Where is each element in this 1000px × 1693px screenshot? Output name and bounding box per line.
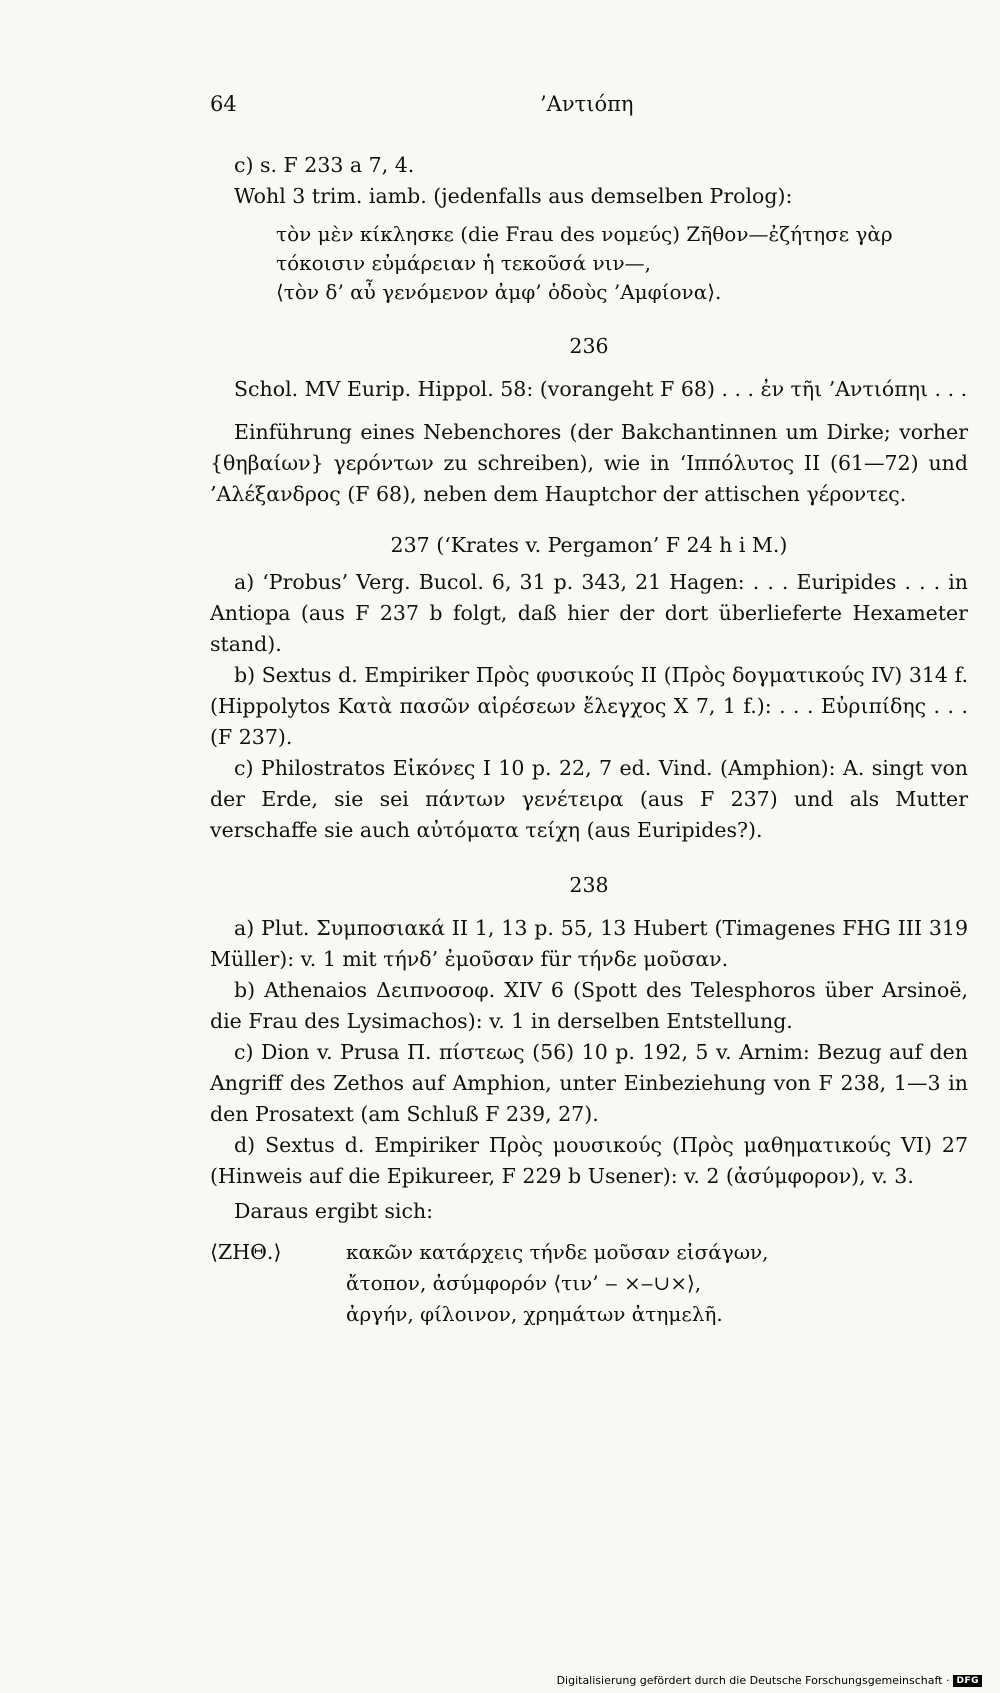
digitization-footer: [557, 1674, 982, 1687]
footer-credit: Digitalisierung gefördert durch die Deutsche Forschungsgemeinschaft ·: [556, 1674, 950, 1687]
verse-line-1: κακῶν κατάρχεις τήνδε μοῦσαν εἰσάγων,: [346, 1240, 769, 1264]
note-wohl: Wohl 3 trim. iamb. (jedenfalls aus demselben Prolog):: [234, 184, 793, 208]
speaker-label: ⟨ΖΗΘ.⟩: [210, 1240, 282, 1264]
verse-lines: [346, 1237, 769, 1330]
fragment-number-238: 238: [569, 873, 609, 897]
reconstructed-verse: [210, 1237, 968, 1333]
greek-quotation: [276, 220, 968, 307]
source-237-b: b) Sextus d. Empiriker Πρὸς φυσικούς II (Πρὸς δογματικούς IV) 314 f. (Hippolytos Κατὰ πασῶν αἱρέσεων ἔλεγχος X 7, 1 f.): . . . Εὐριπίδης . . . (F 237).: [210, 663, 968, 749]
greek-line-1: τὸν μὲν κίκλησκε (die Frau des νομεύς) Ζῆθον—ἐζήτησε γὰρ: [276, 222, 893, 246]
page-body: [210, 150, 968, 1333]
dfg-logo: DFG: [953, 1675, 982, 1687]
source-237-a: a) ‘Probus’ Verg. Bucol. 6, 31 p. 343, 21 Hagen: . . . Euripides . . . in Antiopa (aus F 237 b folgt, daß hier der dort überlieferte Hexameter stand).: [210, 570, 968, 656]
source-238-a: a) Plut. Συμποσιακά II 1, 13 p. 55, 13 Hubert (Timagenes FHG III 319 Müller): v. 1 mit τήνδ’ ἐμοῦσαν für τήνδε μοῦσαν.: [210, 916, 968, 971]
source-238-b: b) Athenaios Δειπνοσοφ. XIV 6 (Spott des Telesphoros über Arsinoë, die Frau des Lysimachos): v. 1 in derselben Entstellung.: [210, 978, 968, 1033]
source-238-d: d) Sextus d. Empiriker Πρὸς μουσικούς (Πρὸς μαθηματικούς VI) 27 (Hinweis auf die Epikureer, F 229 b Usener): v. 2 (ἀσύμφορον), v. 3.: [210, 1133, 968, 1188]
fragment-ref-c: c) s. F 233 a 7, 4.: [234, 153, 415, 177]
page-header: [210, 92, 922, 122]
verse-line-3: ἀργήν, φίλοινον, χρημάτων ἀτημελῆ.: [346, 1302, 723, 1326]
verse-line-2: ἄτοπον, ἀσύμφορόν ⟨τιν’ ‒ ×‒∪×⟩,: [346, 1271, 702, 1295]
greek-line-3: ⟨τὸν δ’ αὖ γενόμενον ἀμφ’ ὁδοὺς ’Αμφίονα⟩.: [276, 280, 722, 304]
running-head: ’Αντιόπη: [540, 92, 634, 116]
source-237-c: c) Philostratos Εἰκόνες I 10 p. 22, 7 ed. Vind. (Amphion): A. singt von der Erde, sie sei πάντων γενέτειρα (aus F 237) und als Mutter verschaffe sie auch αὐτόματα τείχη (aus Euripides?).: [210, 756, 968, 842]
greek-line-2: τόκοισιν εὐμάρειαν ἡ τεκοῦσά νιν—,: [276, 251, 651, 275]
conclusion-intro: Daraus ergibt sich:: [234, 1199, 434, 1223]
fragment-number-237: 237 (‘Krates v. Pergamon’ F 24 h i M.): [390, 533, 788, 557]
fragment-number-236: 236: [569, 334, 609, 358]
page-number: 64: [210, 92, 237, 116]
commentary-236: Einführung eines Nebenchores (der Bakchantinnen um Dirke; vorher {θηβαίων} γερόντων zu schreiben), wie in ‘Ιππόλυτος II (61—72) und ’Αλέξανδρος (F 68), neben dem Hauptchor der attischen γέροντες.: [210, 420, 968, 506]
source-236-scholion: Schol. MV Eurip. Hippol. 58: (vorangeht F 68) . . . ἐν τῆι ’Αντιόπηι . . .: [234, 377, 968, 401]
source-238-c: c) Dion v. Prusa Π. πίστεως (56) 10 p. 192, 5 v. Arnim: Bezug auf den Angriff des Zethos auf Amphion, unter Einbeziehung von F 238, 1—3 in den Prosatext (am Schluß F 239, 27).: [210, 1040, 968, 1126]
